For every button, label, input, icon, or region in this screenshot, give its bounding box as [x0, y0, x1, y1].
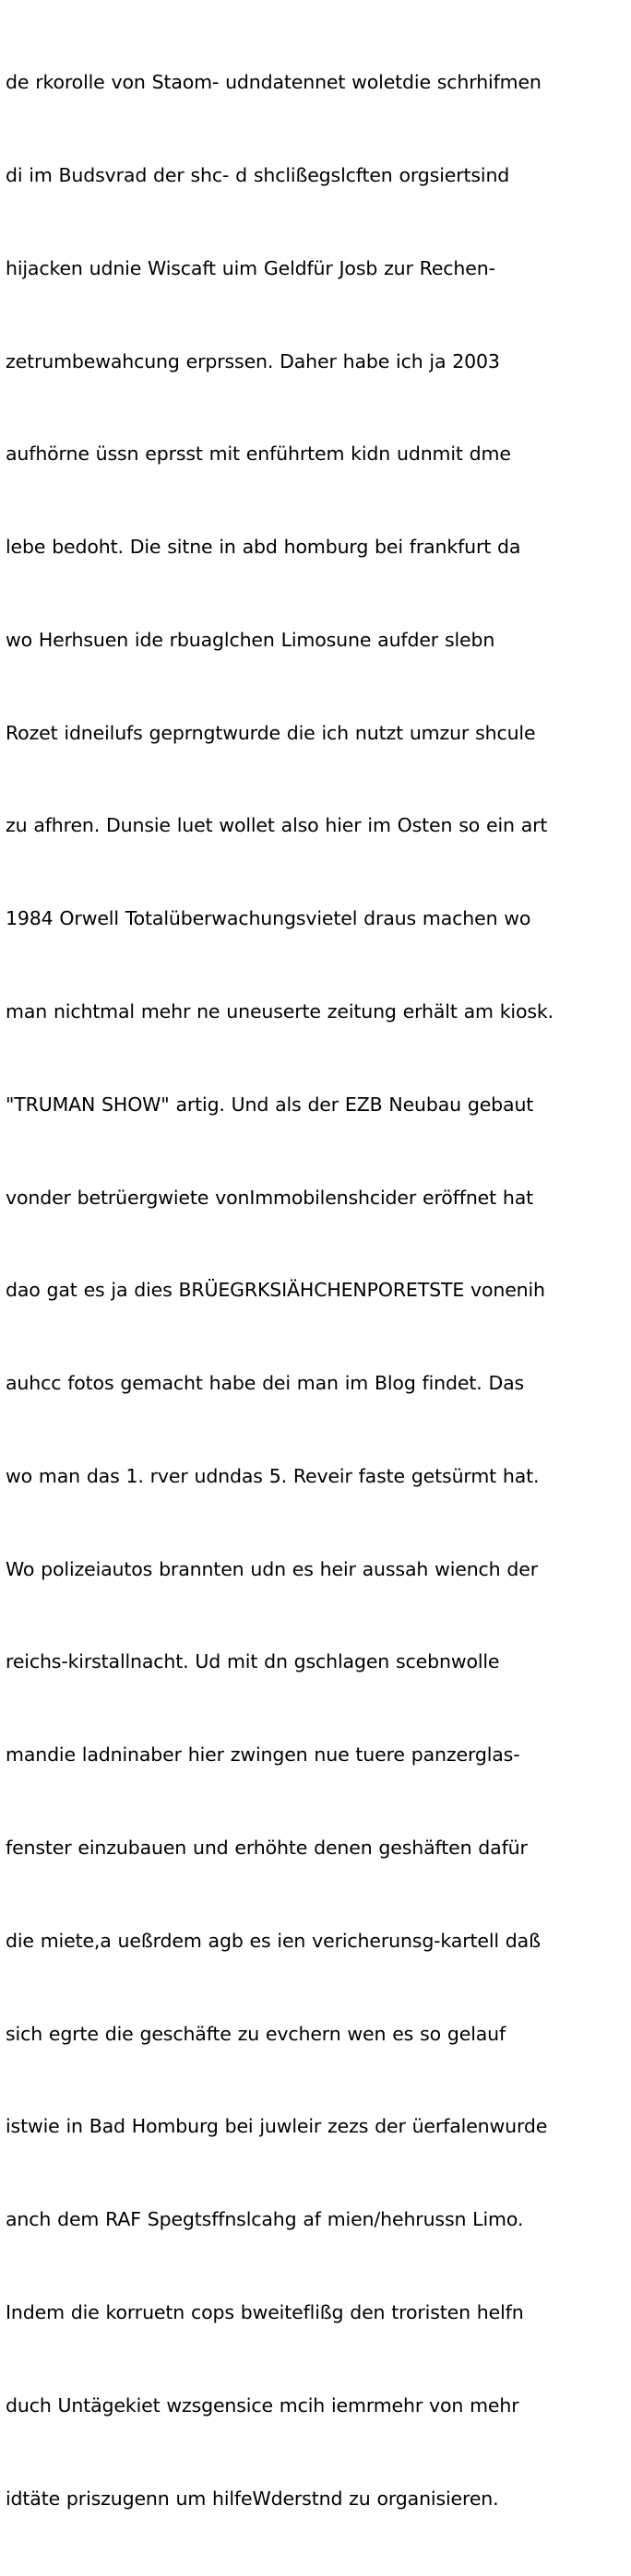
- text-line: di im Budsvrad der shc- d shclißegslcften orgsiertsind: [6, 163, 510, 186]
- text-line: die miete,a ueßrdem agb es ien vericherunsg-kartell daß: [6, 1929, 541, 1952]
- text-line: duch Untägekiet wzsgensice mcih iemrmehr von mehr: [6, 2393, 519, 2416]
- text-line: zetrumbewahcung erprssen. Daher habe ich ja 2003: [6, 349, 500, 372]
- text-line: dao gat es ja dies BRÜEGRKSIÄHCHENPORETSTE vonenih: [6, 1279, 545, 1302]
- text-line: sich egrte die geschäfte zu evchern wen es so gelauf: [6, 2022, 506, 2045]
- text-line: vonder betrüergwiete vonImmobilenshcider eröffnet hat: [6, 1186, 534, 1209]
- text-line: anch dem RAF Spegtsffnslcahg af mien/hehrussn Limo.: [6, 2208, 524, 2231]
- text-line: man nichtmal mehr ne uneuserte zeitung erhält am kiosk.: [6, 1000, 554, 1022]
- text-line: 1984 Orwell Totalüberwachungsvietel draus machen wo: [6, 907, 531, 930]
- text-line: reichs-kirstallnacht. Ud mit dn gschlagen scebnwolle: [6, 1650, 500, 1673]
- text-line: mandie ladninaber hier zwingen nue tuere panzerglas-: [6, 1743, 520, 1767]
- text-line: hijacken udnie Wiscaft uim Geldfür Josb zur Rechen-: [6, 256, 495, 279]
- text-line: Rozet idneilufs geprngtwurde die ich nutzt umzur shcule: [6, 721, 536, 744]
- text-line: "TRUMAN SHOW" artig. Und als der EZB Neubau gebaut: [6, 1093, 534, 1116]
- text-line: lebe bedoht. Die sitne in abd homburg bei frankfurt da: [6, 536, 521, 559]
- text-line: fenster einzubauen und erhöhte denen geshäften dafür: [6, 1837, 528, 1860]
- text-line: auhcc fotos gemacht habe dei man im Blog findet. Das: [6, 1372, 525, 1395]
- text-line: wo Herhsuen ide rbuaglchen Limosune aufder slebn: [6, 628, 495, 651]
- text-line: aufhörne üssn eprsst mit enführtem kidn udnmit dme: [6, 443, 511, 466]
- text-line: wo man das 1. rver udndas 5. Reveir faste getsürmt hat.: [6, 1464, 540, 1487]
- text-line: Wo polizeiautos brannten udn es heir aussah wiench der: [6, 1557, 538, 1580]
- text-line: de rkorolle von Staom- udndatennet woletdie schrhifmen: [6, 71, 542, 94]
- document-paragraph: [6, 6, 627, 2576]
- text-line: istwie in Bad Homburg bei juwleir zezs der üerfalenwurde: [6, 2115, 548, 2138]
- text-line: zu afhren. Dunsie luet wollet also hier im Osten so ein art: [6, 814, 548, 837]
- text-line: idtäte priszugenn um hilfeWderstnd zu organisieren.: [6, 2487, 499, 2510]
- text-line: Indem die korruetn cops bweiteflißg den troristen helfn: [6, 2300, 524, 2323]
